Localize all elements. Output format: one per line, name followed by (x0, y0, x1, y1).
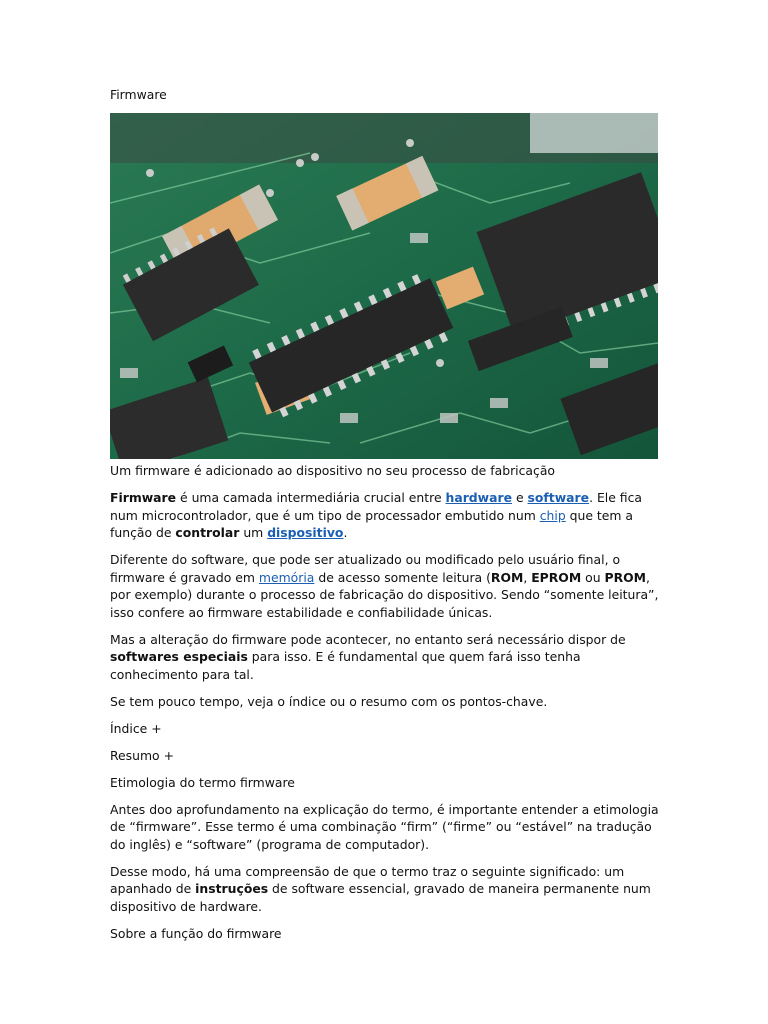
text-span: para isso. E é fundamental que quem fará isso tenha conhecimento para tal. (110, 649, 581, 682)
text-span: . (343, 525, 348, 540)
paragraph-6 (110, 863, 660, 916)
document-title: Firmware (110, 87, 167, 102)
controlar-bold: controlar (175, 525, 240, 540)
text-span: de software essencial, gravado de maneira permanente num dispositivo de hardware. (110, 881, 651, 914)
paragraph-2 (110, 551, 660, 621)
eprom-bold: EPROM (531, 569, 582, 585)
rom-bold: ROM (490, 569, 524, 585)
circuit-board-photo (110, 113, 658, 459)
heading-etimologia: Etimologia do termo firmware (110, 774, 295, 790)
text-span: Mas a alteração do firmware pode acontecer, no entanto será necessário dispor de (110, 631, 626, 647)
text-span: Desse modo, há uma compreensão de que o termo traz o seguinte significado: um apanhado de (110, 863, 625, 896)
instrucoes-bold: instruções (195, 881, 269, 896)
text-span: . Ele fica num microcontrolador, que é um tipo de processador embutido num (110, 490, 642, 523)
heading-funcao: Sobre a função do firmware (110, 925, 282, 941)
firmware-bold: Firmware (110, 490, 177, 505)
text-span: um (239, 525, 268, 540)
paragraph-1 (110, 489, 660, 542)
text-span: é uma camada intermediária crucial entre (176, 490, 446, 505)
text-span: de acesso somente leitura ( (314, 569, 491, 585)
paragraph-4: Se tem pouco tempo, veja o índice ou o resumo com os pontos-chave. (110, 693, 548, 709)
image-caption: Um firmware é adicionado ao dispositivo no seu processo de fabricação (110, 463, 555, 478)
text-span: ou (581, 569, 605, 585)
link-hardware[interactable]: hardware (445, 490, 513, 505)
document-page (110, 86, 660, 942)
indice-toggle[interactable]: Índice + (110, 720, 162, 736)
text-span: , (523, 569, 532, 585)
link-memoria[interactable]: memória (258, 569, 315, 585)
link-chip[interactable]: chip (539, 507, 566, 523)
text-span: e (512, 490, 528, 505)
text-span: Diferente do software, que pode ser atualizado ou modificado pelo usuário final, o firmware é gravado em (110, 552, 621, 585)
softwares-especiais-bold: softwares especiais (110, 649, 248, 664)
text-span: , por exemplo) durante o processo de fabricação do dispositivo. Sendo “somente leitura”, isso confere ao firmware estabilidade e confiabilidade únicas. (110, 569, 659, 620)
link-software[interactable]: software (527, 490, 590, 505)
text-span: que tem a função de (110, 507, 634, 540)
paragraph-3 (110, 631, 660, 684)
prom-bold: PROM (604, 569, 646, 585)
paragraph-5: Antes doo aprofundamento na explicação do termo, é importante entender a etimologia de “firmware”. Esse termo é uma combinação “firm” (“firme” ou “estável” na tradução do inglês) e “software” (programa de computador). (110, 801, 659, 852)
resumo-toggle[interactable]: Resumo + (110, 747, 174, 763)
link-dispositivo[interactable]: dispositivo (267, 525, 344, 540)
